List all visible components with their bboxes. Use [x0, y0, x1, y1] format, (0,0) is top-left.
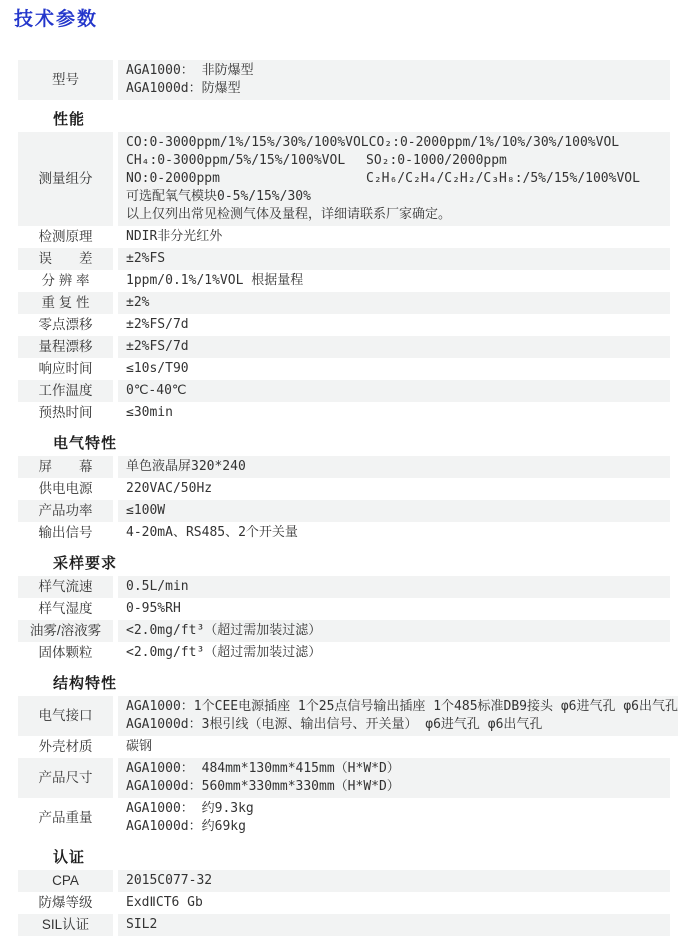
spec-label: 油雾/溶液雾	[18, 620, 113, 642]
spec-value-line: 0℃-40℃	[126, 383, 187, 398]
spec-row	[18, 478, 670, 500]
spec-label: 响应时间	[38, 361, 93, 376]
spec-row	[18, 522, 670, 544]
spec-value	[118, 226, 670, 248]
spec-value	[118, 402, 670, 424]
spec-value-line: SIL2	[126, 917, 158, 932]
spec-value	[118, 870, 670, 892]
spec-row	[18, 60, 670, 100]
spec-value	[118, 758, 670, 798]
spec-row	[18, 758, 670, 798]
spec-label: 样气湿度	[38, 601, 93, 616]
spec-value-left-column: NO:0-2000ppm	[126, 171, 220, 186]
spec-label: 量程漂移	[18, 336, 113, 358]
spec-label: 测量组分	[18, 132, 113, 226]
spec-value-line: 单色液晶屏320*240	[126, 459, 246, 474]
spec-row	[18, 598, 670, 620]
spec-value-line: <2.0mg/ft³（超过需加装过滤）	[126, 623, 322, 638]
spec-label: 预热时间	[38, 405, 93, 420]
spec-label: 电气接口	[18, 696, 113, 736]
spec-row	[18, 870, 670, 892]
spec-label: 分 辨 率	[41, 273, 90, 288]
page-title: 技术参数	[14, 9, 99, 30]
spec-value-line: 0-95%RH	[126, 601, 181, 616]
spec-row	[18, 620, 670, 642]
spec-label: 屏 幕	[18, 456, 113, 478]
section-heading: 电气特性	[53, 435, 118, 452]
spec-value-line: AGA1000d：560mm*330mm*330mm（H*W*D）	[126, 779, 400, 794]
spec-row	[18, 248, 670, 270]
spec-value-line: 2015C077-32	[126, 873, 213, 888]
spec-row	[18, 892, 670, 914]
spec-row	[18, 500, 670, 522]
section-heading: 采样要求	[53, 555, 118, 572]
spec-value-line: 0.5L/min	[126, 579, 189, 594]
spec-value	[118, 798, 670, 838]
spec-value-line: 1ppm/0.1%/1%VOL 根据量程	[126, 273, 304, 288]
spec-value	[118, 642, 670, 664]
spec-label: 固体颗粒	[38, 645, 93, 660]
spec-row	[18, 456, 670, 478]
spec-row	[18, 380, 670, 402]
spec-row	[18, 314, 670, 336]
spec-value	[118, 620, 670, 642]
spec-row	[18, 798, 670, 838]
spec-value-line: AGA1000d：防爆型	[126, 81, 241, 96]
spec-value	[118, 314, 670, 336]
spec-value	[118, 696, 678, 736]
spec-value	[118, 598, 670, 620]
spec-row	[18, 576, 670, 598]
spec-value	[118, 522, 670, 544]
spec-row	[18, 292, 670, 314]
spec-value-line: AGA1000：1个CEE电源插座 1个25点信号输出插座 1个485标准DB9接头 φ6进气孔 φ6出气孔	[126, 699, 678, 714]
spec-value-line: 220VAC/50Hz	[126, 481, 213, 496]
section-heading: 结构特性	[53, 675, 118, 692]
spec-label: 供电电源	[38, 481, 93, 496]
section-heading: 性能	[53, 111, 86, 128]
spec-label: 零点漂移	[38, 317, 93, 332]
spec-label: SIL认证	[18, 914, 113, 936]
spec-value	[118, 270, 670, 292]
spec-value	[118, 456, 670, 478]
spec-label: 产品尺寸	[18, 758, 113, 798]
spec-value-line: NDIR非分光红外	[126, 229, 223, 244]
spec-value-line: ±2%FS/7d	[126, 339, 189, 354]
spec-value-line	[126, 134, 670, 152]
spec-value-line: 碳钢	[126, 739, 153, 754]
spec-value-right-column: CO₂:0-2000ppm/1%/10%/30%/100%VOL	[368, 135, 620, 150]
spec-row	[18, 914, 670, 936]
spec-value-line: <2.0mg/ft³（超过需加装过滤）	[126, 645, 322, 660]
spec-value-line: AGA1000d：3根引线（电源、输出信号、开关量） φ6进气孔 φ6出气孔	[126, 717, 543, 732]
spec-value-line: ≤100W	[126, 503, 166, 518]
spec-value-line: ±2%FS	[126, 251, 166, 266]
spec-value	[118, 132, 670, 226]
spec-label: 工作温度	[18, 380, 113, 402]
spec-row	[18, 736, 670, 758]
spec-value	[118, 248, 670, 270]
section-heading: 认证	[53, 849, 86, 866]
spec-value-line: ExdⅡCT6 Gb	[126, 895, 203, 910]
spec-value	[118, 292, 670, 314]
spec-value-line: ±2%	[126, 295, 150, 310]
spec-value-line: 4-20mA、RS485、2个开关量	[126, 525, 298, 540]
spec-value-line	[126, 170, 670, 188]
spec-value-left-column: CO:0-3000ppm/1%/15%/30%/100%VOL	[126, 135, 369, 150]
spec-label: 重 复 性	[18, 292, 113, 314]
spec-row	[18, 696, 678, 736]
spec-value	[118, 478, 670, 500]
spec-label: 产品功率	[18, 500, 113, 522]
spec-value-line: 以上仅列出常见检测气体及量程，详细请联系厂家确定。	[126, 207, 452, 222]
spec-label: 产品重量	[38, 810, 93, 825]
spec-value-line	[126, 152, 670, 170]
spec-value-line: ±2%FS/7d	[126, 317, 189, 332]
spec-value	[118, 914, 670, 936]
spec-value-line: AGA1000d：约69kg	[126, 819, 246, 834]
spec-value-line: ≤30min	[126, 405, 173, 420]
spec-row	[18, 270, 670, 292]
spec-label: 样气流速	[18, 576, 113, 598]
spec-value	[118, 380, 670, 402]
spec-value	[118, 736, 670, 758]
spec-value	[118, 336, 670, 358]
spec-label: 误 差	[18, 248, 113, 270]
spec-label: CPA	[18, 870, 113, 892]
spec-value-right-column: C₂H₆/C₂H₄/C₂H₂/C₃H₈:/5%/15%/100%VOL	[366, 171, 640, 186]
spec-label: 型号	[18, 60, 113, 100]
spec-label: 输出信号	[38, 525, 93, 540]
spec-row	[18, 226, 670, 248]
spec-row	[18, 642, 670, 664]
spec-value	[118, 358, 670, 380]
spec-value-line: ≤10s/T90	[126, 361, 189, 376]
spec-label: 外壳材质	[38, 739, 93, 754]
spec-value-line: 可选配氧气模块0-5%/15%/30%	[126, 189, 311, 204]
spec-value	[118, 500, 670, 522]
spec-row	[18, 358, 670, 380]
spec-value	[118, 576, 670, 598]
spec-value-right-column: SO₂:0-1000/2000ppm	[366, 153, 507, 168]
spec-value	[118, 892, 670, 914]
spec-label: 防爆等级	[38, 895, 93, 910]
spec-table	[18, 60, 678, 936]
spec-row	[18, 402, 670, 424]
spec-row	[18, 336, 670, 358]
spec-label: 检测原理	[38, 229, 93, 244]
spec-value-line: AGA1000： 非防爆型	[126, 63, 254, 78]
spec-value	[118, 60, 670, 100]
spec-value-line: AGA1000： 约9.3kg	[126, 801, 254, 816]
spec-value-left-column: CH₄:0-3000ppm/5%/15%/100%VOL	[126, 153, 346, 168]
spec-value-line: AGA1000： 484mm*130mm*415mm（H*W*D）	[126, 761, 400, 776]
spec-row	[18, 132, 670, 226]
